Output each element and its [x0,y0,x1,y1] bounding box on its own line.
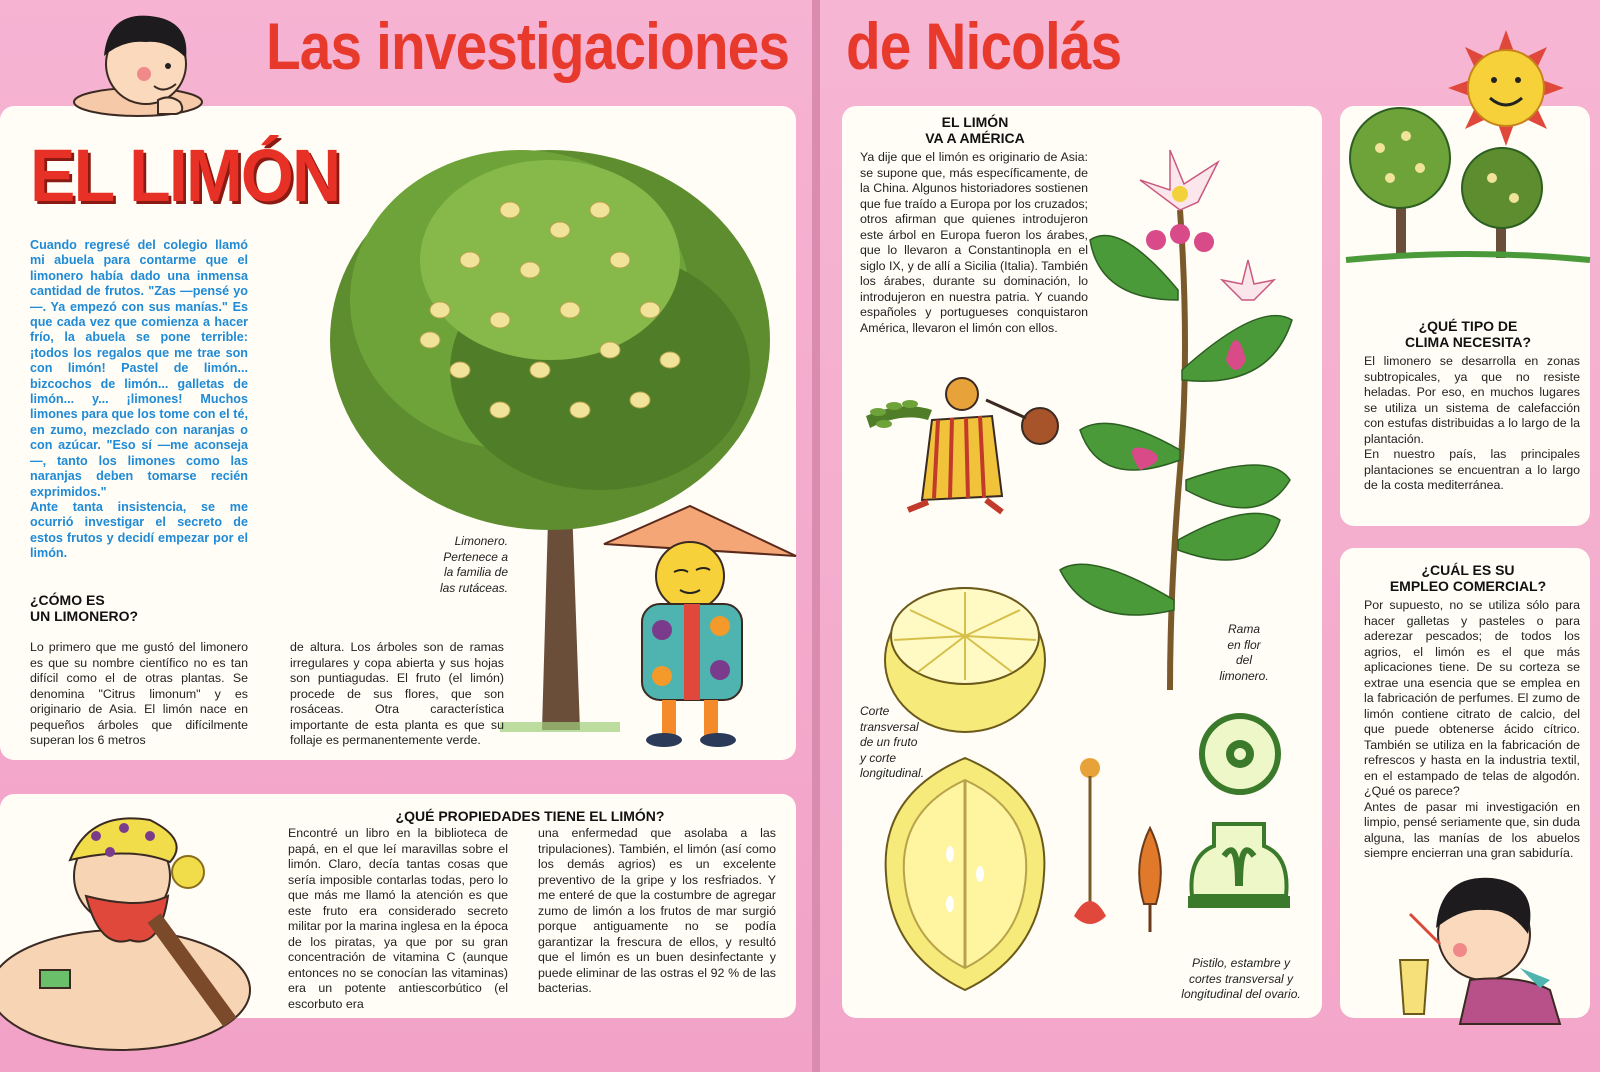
pistil-caption: Pistilo, estambre y cortes transversal y longitudinal del ovario. [1181,956,1301,1001]
pistil-illustration [1130,824,1170,934]
commercial-text: Por supuesto, no se utiliza sólo para hacer galletas y pasteles o para aderezar pescados; de todos los agrios, el limón es el que más aplicaciones tiene. De su corteza se extrae una esencia que se emplea en la fabricación de perfumes. El zumo de limón contiene citrato de calcio, del que puede obtenerse ácido cítrico. También se utiliza en la fabricación de refrescos y hasta en la industria textil, en el estampado de telas de algodón. ¿Qué os parece? Antes de pasar mi investigación en limpio, pensé seriamente que, sin duda alguna, las manías de los abuelos siempre encierran una gran sabiduría. [1364,598,1580,860]
sun-and-trees-illustration [1346,28,1590,274]
header-title-left: Las investigaciones [266,9,790,83]
fruit-caption: Corte transversal de un fruto y corte longitudinal. [860,704,925,780]
section-propiedades-col1: Encontré un libro en la biblioteca de papá, en el que leí maravillas sobre el limón. Claro, decía tantas cosas que sería imposible contarlas todas, pero lo que más me llamó la atención es que este fruto era considerado secreto militar por la marina inglesa en la época de los piratas, ya que por su gran concentración de vitamina C (aunque entonces no se conocían las vitaminas) era un potente antiescorbútico (el escorbuto era [288,826,508,1011]
stamen-illustration [1070,756,1110,936]
header-title-right: de Nicolás [846,9,1122,83]
page-gutter [812,0,820,1072]
climate-heading: ¿QUÉ TIPO DE CLIMA NECESITA? [1405,318,1531,350]
boy-drinking-lemonade-illustration [1400,864,1580,1024]
pirate-illustration [0,800,264,1022]
america-heading: EL LIMÓN VA A AMÉRICA [925,114,1025,146]
ovary-cross-section-illustration [1198,712,1282,796]
commercial-heading: ¿CUÁL ES SU EMPLEO COMERCIAL? [1389,562,1547,594]
nicolas-boy-illustration [58,4,218,126]
chinese-character-illustration [600,500,800,756]
intro-text: Cuando regresé del colegio llamó mi abuela para contarme que el limonero había dado una inmensa cantidad de frutos. "Zas —pensé yo—. Ya empezó con sus manías." Es que cada vez que comienza a hacer frío, la abuela se pone terrible: ¡todos los regalos que me trae son con limón! Pastel de limón... bizcochos de limón... galletas de limón... y... ¡limones! Muchos limones para que los tome con el té, en zumo, mezclado con naranjas o con azúcar. "Eso sí —me aconseja—, tanto los limones como las naranjas deben tomarse recién exprimidos." Ante tanta insistencia, se me ocurrió investigar el secreto de estos frutos y decidí empezar por el limón. [30,238,248,561]
section-propiedades-heading: ¿QUÉ PROPIEDADES TIENE EL LIMÓN? [395,808,665,824]
section-propiedades-col2: una enfermedad que asolaba a las tripulaciones). También, el limón (así como los demás agrios) es un excelente preventivo de la gripe y los resfriados. Y me enteré de que la costumbre de agregar zumo de limón a los frutos de mar surgió porque antiguamente no se podía garantizar la frescura de ellos, y resultó que el limón es un buen desinfectante y puede eliminar de las ostras el 92 % de las bacterias. [538,826,776,995]
ovary-longitudinal-section-illustration [1184,816,1294,920]
america-text: Ya dije que el limón es originario de Asia: se supone que, más específicamente, de la China. Algunos historiadores sostienen que fue traído a Europa por los cruzados; otros afirman que quienes introdujeron este árbol en Europa fueron los árabes, que lo llevaron a Constantinopla en el siglo IX, y de allí a Sicilia (Italia). También los árabes, durante su dominación, lo introdujeron en nuestra patria. Y cuando españoles y portugueses conquistaron América, llevaron el limón con ellos. [860,150,1088,335]
lemon-longitudinal-section-illustration [880,754,1050,994]
section-como-es-col2: de altura. Los árboles son de ramas irregulares y copa abierta y sus hojas son puntiagudas. El fruto (el limón) procede de sus flores, que son rosáceas. Otra característica importante de esta planta es que su follaje es permanentemente verde. [290,640,504,747]
tree-caption: Limonero. Pertenece a la familia de las rutáceas. [439,534,508,595]
section-como-es-col1: Lo primero que me gustó del limonero es que su nombre científico no es tan difícil como el de otras plantas. Se denomina "Citrus limonum" y es originario de Asia. El limón nace en pequeños árboles que difícilmente superan los 6 metros [30,640,248,747]
section-como-es-heading: ¿CÓMO ES UN LIMONERO? [30,592,139,624]
climate-text: El limonero se desarrolla en zonas subtropicales, ya que no resiste heladas. Por eso, en muchos lugares se utiliza un sistema de calefacción con estufas distribuidas a lo largo de la plantación. En nuestro país, las principales plantaciones se encuentran a lo largo de la costa mediterránea. [1364,354,1580,492]
branch-caption: Rama en flor del limonero. [1219,622,1269,683]
main-title: EL LIMÓN [30,134,340,217]
